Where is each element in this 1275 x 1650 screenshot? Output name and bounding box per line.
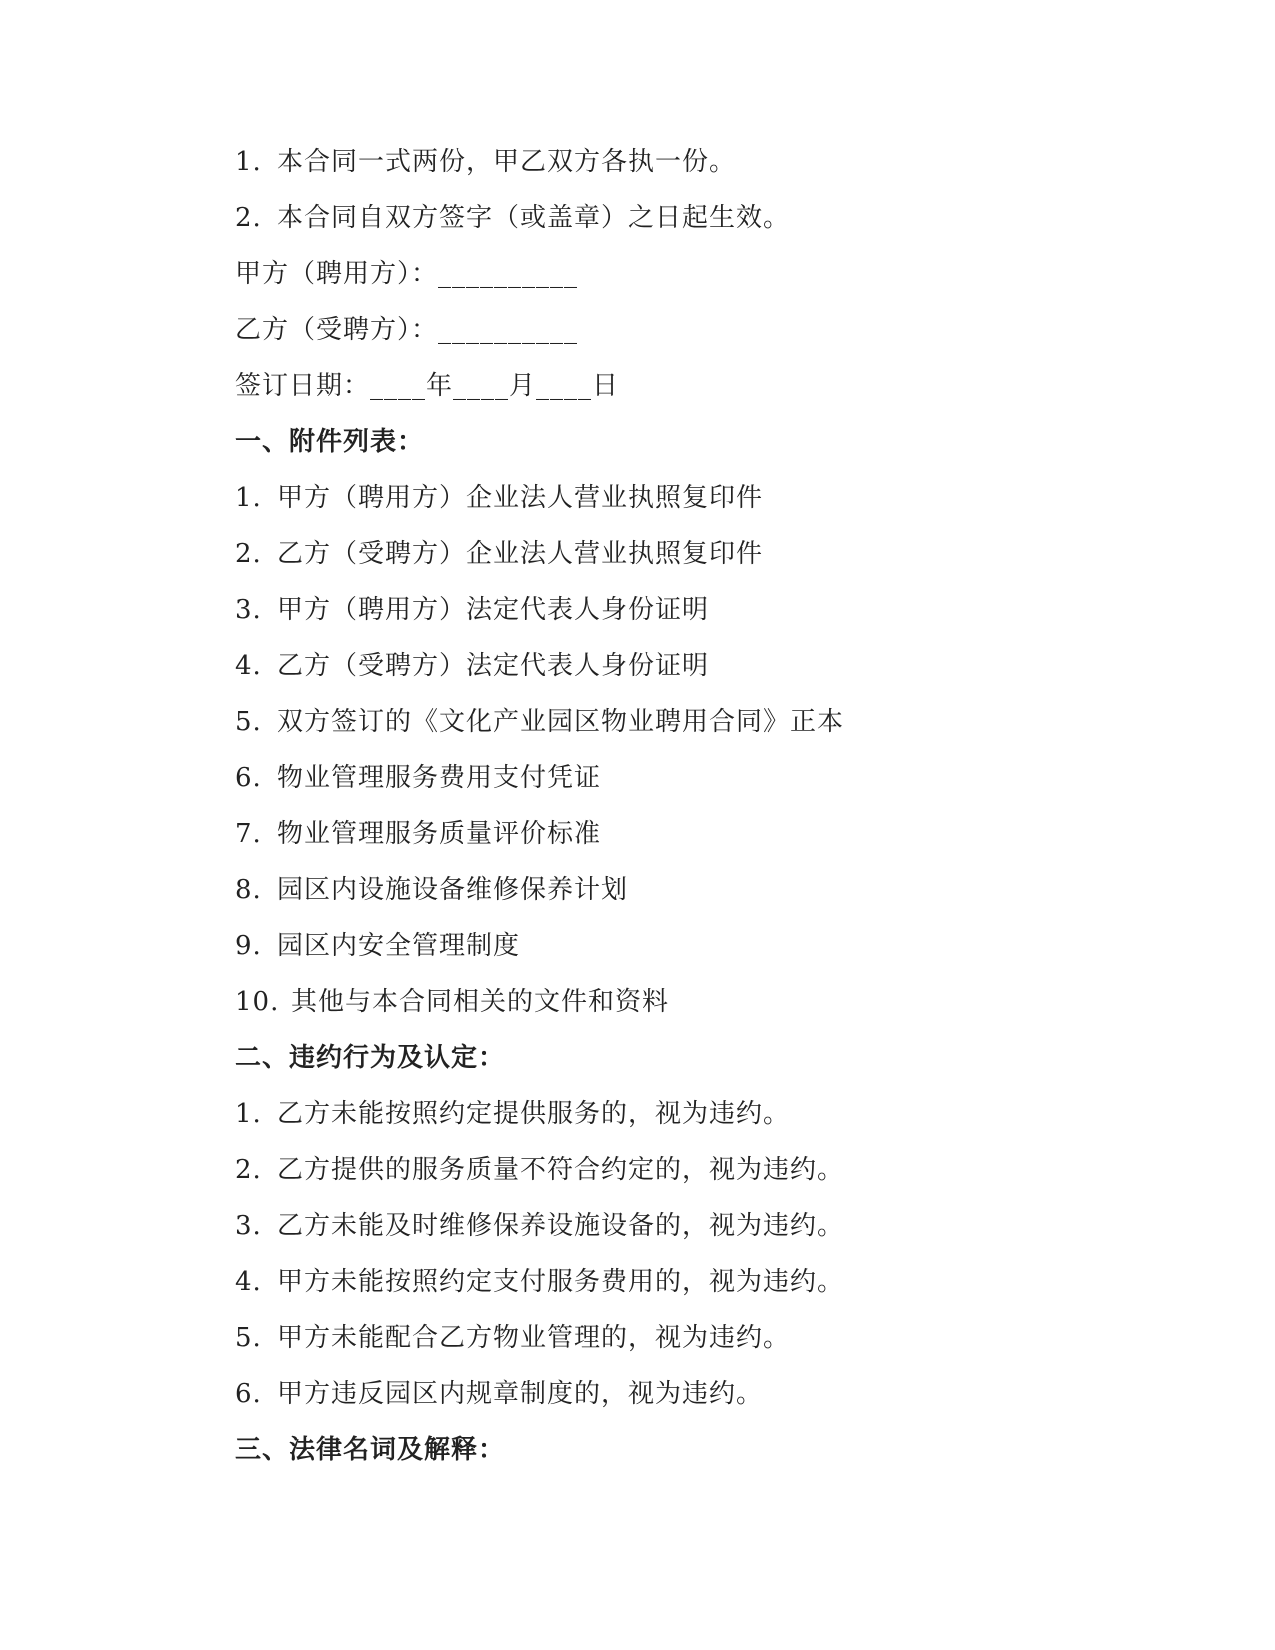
attachment-item bbox=[235, 806, 1095, 862]
attachment-item bbox=[235, 974, 1095, 1030]
breach-heading: 二、违约行为及认定： bbox=[235, 1043, 506, 1073]
item-number: 7. bbox=[235, 819, 262, 849]
item-number: 5. bbox=[235, 707, 262, 737]
item-number: 2. bbox=[235, 203, 262, 233]
breach-item bbox=[235, 1142, 1095, 1198]
item-text: 双方签订的《文化产业园区物业聘用合同》正本 bbox=[277, 707, 845, 737]
item-number: 1. bbox=[235, 483, 262, 513]
item-number: 10. bbox=[235, 987, 280, 1017]
sign-date-line: 签订日期：____年____月____日 bbox=[235, 371, 620, 401]
document-page bbox=[235, 134, 1095, 1478]
item-text: 物业管理服务质量评价标准 bbox=[277, 819, 602, 849]
attachment-item bbox=[235, 470, 1095, 526]
attachment-item bbox=[235, 750, 1095, 806]
item-text: 乙方（受聘方）企业法人营业执照复印件 bbox=[277, 539, 764, 569]
breach-item bbox=[235, 1086, 1095, 1142]
item-number: 3. bbox=[235, 595, 262, 625]
item-number: 1. bbox=[235, 147, 262, 177]
breach-item bbox=[235, 1254, 1095, 1310]
attachment-item bbox=[235, 694, 1095, 750]
item-text: 园区内安全管理制度 bbox=[277, 931, 521, 961]
item-text: 甲方未能按照约定支付服务费用的，视为违约。 bbox=[277, 1267, 845, 1297]
attachments-heading: 一、附件列表： bbox=[235, 427, 425, 457]
item-number: 1. bbox=[235, 1099, 262, 1129]
item-text: 本合同自双方签字（或盖章）之日起生效。 bbox=[277, 203, 791, 233]
item-text: 甲方未能配合乙方物业管理的，视为违约。 bbox=[277, 1323, 791, 1353]
item-number: 9. bbox=[235, 931, 262, 961]
item-number: 3. bbox=[235, 1211, 262, 1241]
breach-item bbox=[235, 1198, 1095, 1254]
breach-item bbox=[235, 1310, 1095, 1366]
closing-item-2 bbox=[235, 190, 1095, 246]
closing-item-1 bbox=[235, 134, 1095, 190]
item-text: 甲方违反园区内规章制度的，视为违约。 bbox=[277, 1379, 764, 1409]
item-text: 乙方未能及时维修保养设施设备的，视为违约。 bbox=[277, 1211, 845, 1241]
attachment-item bbox=[235, 582, 1095, 638]
attachment-item bbox=[235, 638, 1095, 694]
item-number: 8. bbox=[235, 875, 262, 905]
item-text: 乙方未能按照约定提供服务的，视为违约。 bbox=[277, 1099, 791, 1129]
item-text: 甲方（聘用方）法定代表人身份证明 bbox=[277, 595, 710, 625]
item-number: 2. bbox=[235, 539, 262, 569]
item-text: 园区内设施设备维修保养计划 bbox=[277, 875, 629, 905]
item-text: 甲方（聘用方）企业法人营业执照复印件 bbox=[277, 483, 764, 513]
item-text: 乙方提供的服务质量不符合约定的，视为违约。 bbox=[277, 1155, 845, 1185]
item-number: 4. bbox=[235, 651, 262, 681]
attachment-item bbox=[235, 862, 1095, 918]
party-b-signature-line: 乙方（受聘方）：__________ bbox=[235, 315, 579, 345]
item-number: 2. bbox=[235, 1155, 262, 1185]
attachment-item bbox=[235, 526, 1095, 582]
item-number: 6. bbox=[235, 1379, 262, 1409]
breach-item bbox=[235, 1366, 1095, 1422]
item-text: 乙方（受聘方）法定代表人身份证明 bbox=[277, 651, 710, 681]
party-a-signature-line: 甲方（聘用方）：__________ bbox=[235, 259, 579, 289]
item-text: 其他与本合同相关的文件和资料 bbox=[291, 987, 670, 1017]
item-number: 4. bbox=[235, 1267, 262, 1297]
item-text: 本合同一式两份，甲乙双方各执一份。 bbox=[277, 147, 737, 177]
item-number: 5. bbox=[235, 1323, 262, 1353]
item-number: 6. bbox=[235, 763, 262, 793]
item-text: 物业管理服务费用支付凭证 bbox=[277, 763, 602, 793]
attachment-item bbox=[235, 918, 1095, 974]
legal-terms-heading: 三、法律名词及解释： bbox=[235, 1435, 506, 1465]
